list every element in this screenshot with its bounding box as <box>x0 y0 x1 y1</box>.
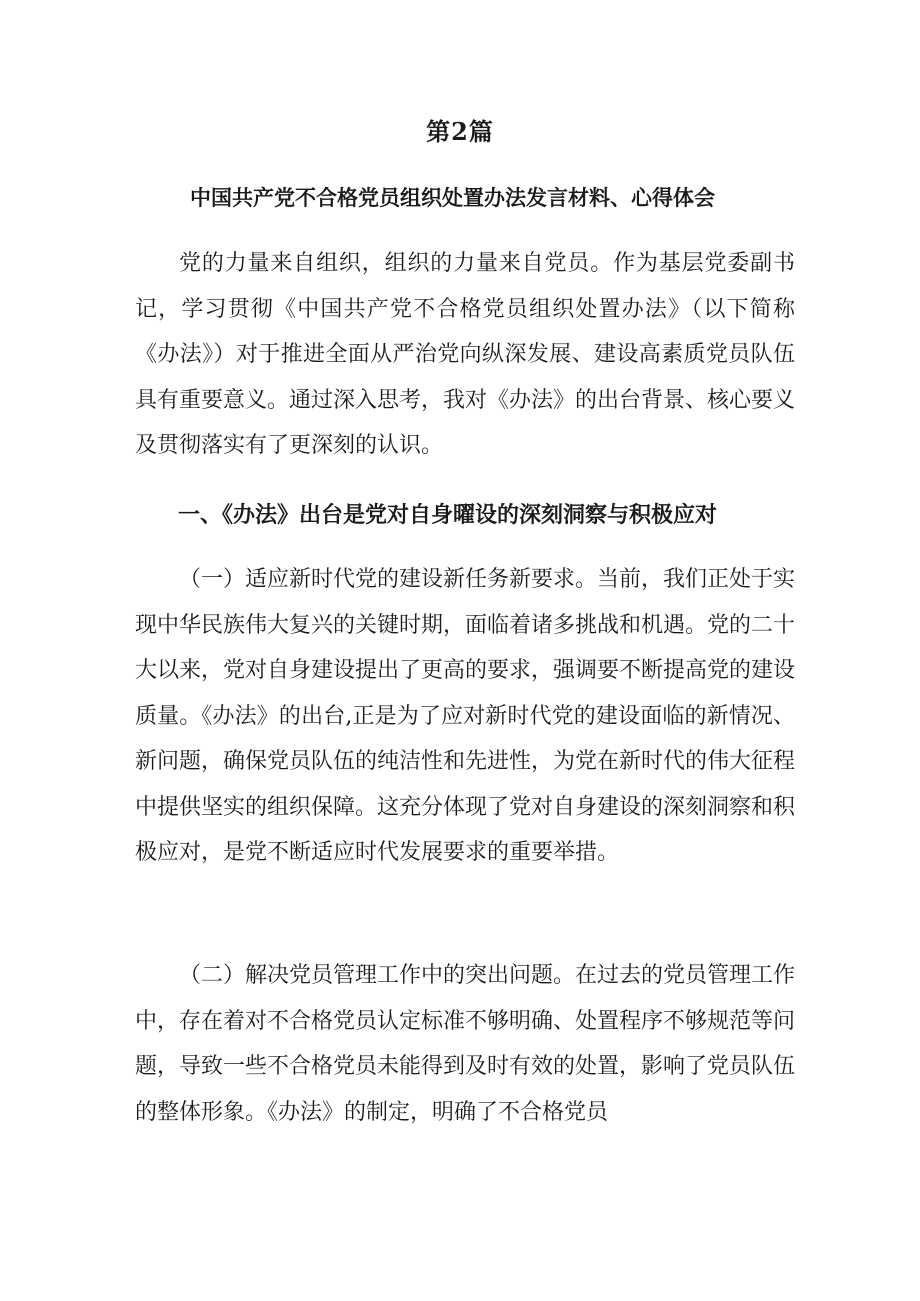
section-1-paragraph-1: （一）适应新时代党的建设新任务新要求。当前，我们正处于实现中华民族伟大复兴的关键时期，面临着诸多挑战和机遇。党的二十大以来，党对自身建设提出了更高的要求，强调要不断提高党的建设质量。《办法》的出台,正是为了应对新时代党的建设面临的新情况、新问题，确保党员队伍的纯洁性和先进性，为党在新时代的伟大征程中提供坚实的组织保障。这充分体现了党对自身建设的深刻洞察和积极应对，是党不断适应时代发展要求的重要举措。 <box>135 567 796 865</box>
intro-paragraph: 党的力量来自组织，组织的力量来自党员。作为基层党委副书记，学习贯彻《中国共产党不合格党员组织处置办法》（以下简称《办法》）对于推进全面从严治党向纵深发展、建设高素质党员队伍具有重要意义。通过深入思考，我对《办法》的出台背景、核心要义及贯彻落实有了更深刻的认识。 <box>135 251 796 458</box>
document-title: 中国共产党不合格党员组织处置办法发言材料、心得体会 <box>190 185 715 210</box>
section-1-heading: 一、《办法》出台是党对自身曜设的深刻洞察与积极应对 <box>178 502 718 528</box>
chapter-label: 第2篇 <box>426 117 494 146</box>
section-1-paragraph-2: （二）解决党员管理工作中的突出问题。在过去的党员管理工作中，存在着对不合格党员认定标准不够明确、处置程序不够规范等问题，导致一些不合格党员未能得到及时有效的处置，影响了党员队伍的整体形象。《办法》的制定，明确了不合格党员 <box>135 963 796 1125</box>
